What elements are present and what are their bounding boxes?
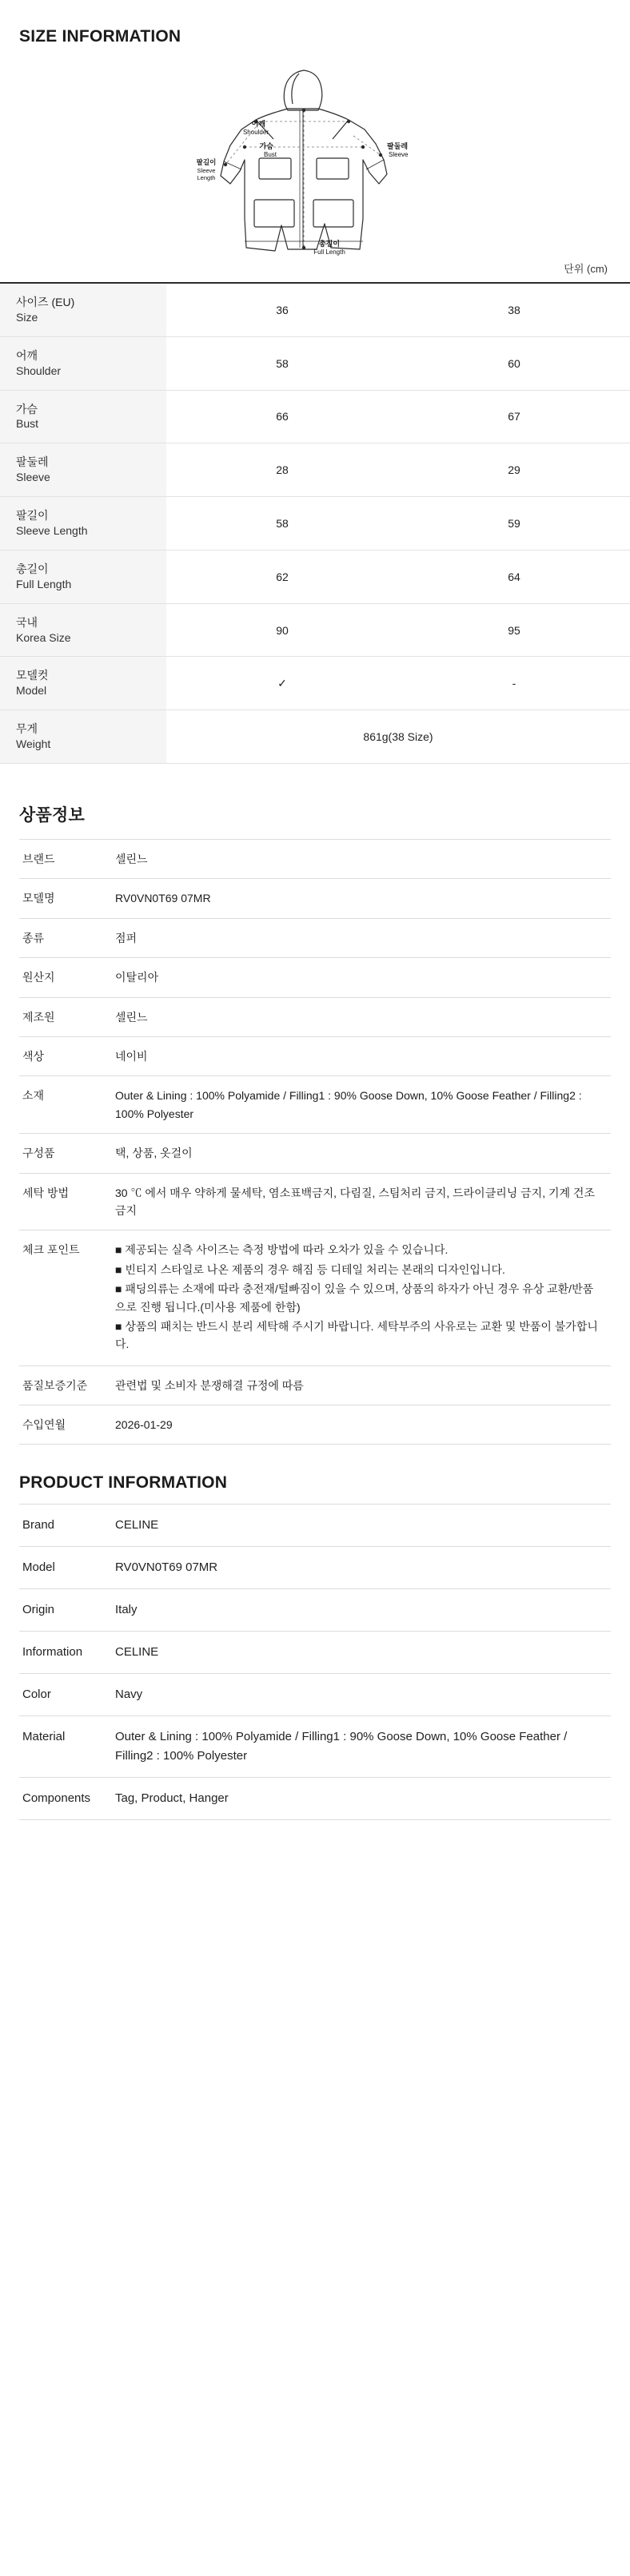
table-row — [19, 1036, 611, 1075]
table-row — [0, 390, 630, 443]
size-value: 58 — [166, 336, 398, 390]
info-label: 색상 — [19, 1036, 107, 1075]
size-value: 58 — [166, 497, 398, 551]
size-col-38: 38 — [398, 283, 630, 336]
en-info-value: Italy — [107, 1589, 611, 1632]
size-value: 60 — [398, 336, 630, 390]
table-row — [19, 1778, 611, 1820]
table-row — [19, 1134, 611, 1173]
table-row — [0, 497, 630, 551]
en-info-label: Color — [19, 1674, 107, 1716]
info-value: 관련법 및 소비자 분쟁해결 규정에 따름 — [107, 1366, 611, 1405]
table-row — [0, 710, 630, 764]
table-row — [0, 443, 630, 497]
en-info-value: CELINE — [107, 1505, 611, 1547]
check-point-item: ■ 패딩의류는 소재에 따라 충전재/털빠짐이 있을 수 있으며, 상품의 하자가 아닌 경우 유상 교환/반품으로 진행 됩니다.(미사용 제품에 한함) — [115, 1282, 594, 1314]
table-row — [19, 840, 611, 879]
table-row-check-point — [19, 1230, 611, 1366]
info-value: 점퍼 — [107, 918, 611, 957]
en-info-value: CELINE — [107, 1632, 611, 1674]
product-info-table-kr — [19, 839, 611, 1445]
size-row-label: 총길이 Full Length — [0, 550, 166, 603]
en-info-value: RV0VN0T69 07MR — [107, 1547, 611, 1589]
table-row — [19, 1589, 611, 1632]
size-row-label: 사이즈 (EU) Size — [0, 283, 166, 336]
table-row — [19, 1173, 611, 1230]
table-row — [0, 336, 630, 390]
size-value: 28 — [166, 443, 398, 497]
info-label: 품질보증기준 — [19, 1366, 107, 1405]
size-row-label: 팔길이 Sleeve Length — [0, 497, 166, 551]
info-value: 셀린느 — [107, 840, 611, 879]
en-info-value-material: Outer & Lining : 100% Polyamide / Filling1 : 90% Goose Down, 10% Goose Feather / Filling2 : 100% Polyester — [107, 1716, 611, 1778]
info-label-check-point: 체크 포인트 — [19, 1230, 107, 1366]
en-info-value: Tag, Product, Hanger — [107, 1778, 611, 1820]
size-value: 66 — [166, 390, 398, 443]
en-info-label: Material — [19, 1716, 107, 1778]
size-row-label: 모델컷 Model — [0, 657, 166, 710]
check-point-item: ■ 상품의 패치는 반드시 분리 세탁해 주시기 바랍니다. 세탁부주의 사유로는 교환 및 반품이 불가합니다. — [115, 1319, 598, 1351]
jacket-diagram-svg — [147, 59, 483, 259]
size-row-label: 국내 Korea Size — [0, 603, 166, 657]
size-value: 95 — [398, 603, 630, 657]
info-value: 이탈리아 — [107, 958, 611, 997]
en-info-value: Navy — [107, 1674, 611, 1716]
size-col-36: 36 — [166, 283, 398, 336]
product-info-table-en — [19, 1504, 611, 1820]
info-label: 원산지 — [19, 958, 107, 997]
garment-measurement-diagram — [0, 48, 630, 260]
size-value: 64 — [398, 550, 630, 603]
info-label: 구성품 — [19, 1134, 107, 1173]
table-row — [19, 1716, 611, 1778]
info-value: 네이비 — [107, 1036, 611, 1075]
size-value: 62 — [166, 550, 398, 603]
en-info-label: Origin — [19, 1589, 107, 1632]
en-info-label: Model — [19, 1547, 107, 1589]
info-value: 택, 상품, 옷걸이 — [107, 1134, 611, 1173]
label-shoulder-kr: 어깨 — [251, 120, 265, 128]
size-value: 90 — [166, 603, 398, 657]
table-row — [0, 657, 630, 710]
table-row — [19, 1366, 611, 1405]
info-label: 제조원 — [19, 997, 107, 1036]
check-point-list — [107, 1230, 611, 1366]
table-row — [19, 997, 611, 1036]
model-cut-36: ✓ — [166, 657, 398, 710]
table-row — [0, 283, 630, 336]
product-information-heading-en: PRODUCT INFORMATION — [19, 1473, 228, 1493]
info-label: 수입연월 — [19, 1405, 107, 1445]
table-row — [19, 1674, 611, 1716]
label-bust-en: Bust — [263, 151, 277, 158]
size-row-label: 무게 Weight — [0, 710, 166, 764]
table-row — [19, 918, 611, 957]
info-value-washing: 30 ℃ 에서 매우 약하게 물세탁, 염소표백금지, 다림질, 스팀처리 금지, 드라이클리닝 금지, 기계 건조 금지 — [107, 1173, 611, 1230]
info-label: 모델명 — [19, 879, 107, 918]
product-info-heading-kr: 상품정보 — [19, 806, 85, 825]
check-point-item: ■ 제공되는 실측 사이즈는 측정 방법에 따라 오차가 있을 수 있습니다. — [115, 1243, 449, 1257]
label-sleeve-kr: 팔둘레 — [387, 142, 409, 150]
info-value: 2026-01-29 — [107, 1405, 611, 1445]
table-row — [19, 879, 611, 918]
info-label: 브랜드 — [19, 840, 107, 879]
info-value-material: Outer & Lining : 100% Polyamide / Filling1 : 90% Goose Down, 10% Goose Feather / Filling2 : 100% Polyester — [107, 1076, 611, 1134]
label-full-length-kr: 총길이 — [318, 240, 341, 248]
label-shoulder-en: Shoulder — [242, 129, 269, 136]
info-value: RV0VN0T69 07MR — [107, 879, 611, 918]
model-cut-38: - — [398, 657, 630, 710]
table-row — [19, 1405, 611, 1445]
table-row — [19, 1547, 611, 1589]
unit-note: 단위 (cm) — [564, 263, 608, 275]
table-row — [0, 550, 630, 603]
size-row-label: 어깨 Shoulder — [0, 336, 166, 390]
size-value: 59 — [398, 497, 630, 551]
en-info-label: Components — [19, 1778, 107, 1820]
table-row — [0, 603, 630, 657]
weight-value: 861g(38 Size) — [166, 710, 630, 764]
table-row — [19, 958, 611, 997]
size-information-heading: SIZE INFORMATION — [19, 27, 181, 46]
table-row — [19, 1632, 611, 1674]
label-bust-kr: 가슴 — [259, 142, 273, 150]
size-value: 67 — [398, 390, 630, 443]
info-value: 셀린느 — [107, 997, 611, 1036]
label-full-length-en: Full Length — [313, 248, 345, 256]
table-row — [19, 1505, 611, 1547]
size-row-label: 팔둘레 Sleeve — [0, 443, 166, 497]
info-label: 종류 — [19, 918, 107, 957]
en-info-label: Brand — [19, 1505, 107, 1547]
size-row-label: 가슴 Bust — [0, 390, 166, 443]
info-label: 소재 — [19, 1076, 107, 1134]
size-value: 29 — [398, 443, 630, 497]
info-label: 세탁 방법 — [19, 1173, 107, 1230]
label-sleeve-length-en-1: Sleeve — [197, 167, 216, 174]
en-info-label: Information — [19, 1632, 107, 1674]
label-sleeve-en: Sleeve — [389, 151, 409, 158]
label-sleeve-length-en-2: Length — [197, 174, 216, 181]
label-sleeve-length-kr: 팔길이 — [196, 158, 217, 166]
table-row — [19, 1076, 611, 1134]
size-table — [0, 282, 630, 764]
check-point-item: ■ 빈티지 스타일로 나온 제품의 경우 해짐 등 디테일 처리는 본래의 디자인입니다. — [115, 1262, 505, 1276]
